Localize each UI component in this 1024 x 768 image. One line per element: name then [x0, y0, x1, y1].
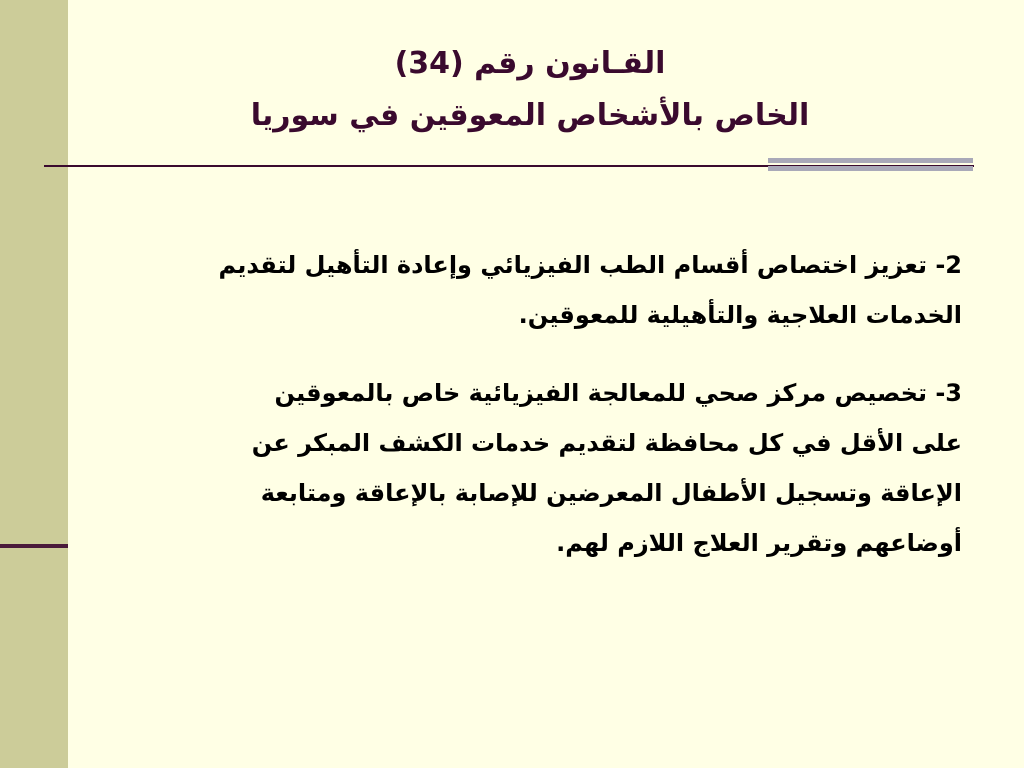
accent-bar — [768, 158, 973, 163]
title-line-1: القـانون رقم (34) — [394, 46, 666, 81]
point-line: الإعاقة وتسجيل الأطفال المعرضين للإصابة بالإعاقة ومتابعة — [260, 479, 962, 507]
left-band-divider — [0, 544, 68, 548]
slide-body — [150, 240, 962, 596]
title-line-2: الخاص بالأشخاص المعوقين في سوريا — [250, 98, 810, 133]
slide-title — [120, 38, 940, 142]
point-line: أوضاعهم وتقرير العلاج اللازم لهم. — [556, 529, 962, 557]
point-line: 2- تعزيز اختصاص أقسام الطب الفيزيائي وإعادة التأهيل لتقديم — [218, 251, 962, 279]
point-3 — [150, 368, 962, 568]
accent-bar — [768, 166, 973, 171]
point-line: على الأقل في كل محافظة لتقديم خدمات الكشف المبكر عن — [251, 429, 962, 457]
point-2 — [150, 240, 962, 340]
title-accent-bars — [768, 158, 973, 180]
point-line: الخدمات العلاجية والتأهيلية للمعوقين. — [518, 301, 962, 329]
point-line: 3- تخصيص مركز صحي للمعالجة الفيزيائية خاص بالمعوقين — [274, 379, 962, 407]
left-decorative-band — [0, 0, 68, 768]
